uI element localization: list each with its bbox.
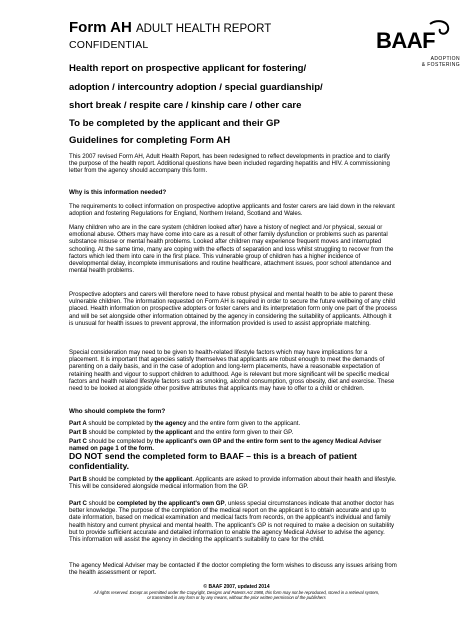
guidelines-title: Guidelines for completing Form AH — [69, 135, 231, 146]
intro-paragraph: This 2007 revised Form AH, Adult Health Report, has been redesigned to reflect developments in practice and to clarify the purpose of the health report. Additional questions have been included regarding hepatitis and HIV. A commissioning letter from the agency should accompany this form. — [69, 153, 390, 175]
partb-bold: the applicant — [154, 476, 193, 483]
why-paragraph-4: Special consideration may need to be given to health-related lifestyle factors which may have implications for a placement. It is important that agencies satisfy themselves that applicants are robust enough to meet the demands of parenting on a daily basis, and in the case of adoption and long-term placements, have a reasonable expectation of retaining health and vigour to support children to adulthood. Age is relevant but more significant will be specific medical factors and health related lifestyle factors such as smoking, alcohol consumption, gross obesity, diet and exercise. These need to be looked at alongside other positive attributes that applicants may have to offer to a child or children. — [69, 349, 395, 393]
part-a-mid: should be completed by — [86, 420, 155, 427]
part-c-paragraph — [69, 500, 397, 543]
part-b-mid: should be completed by — [86, 429, 155, 436]
baaf-logo — [370, 20, 466, 72]
logo-line-2: & FOSTERING — [421, 62, 460, 68]
rights-line-1: All rights reserved. Except as permitted under the Copyright, Designs and Patents Act 1988, this form may not be reproduced, stored in a retrieval system, — [93, 590, 380, 596]
part-c-label: Part C — [69, 438, 87, 445]
closing-paragraph: The agency Medical Adviser may be contacted if the doctor completing the form wishes to discuss any issues arising from the health assessment or report. — [69, 562, 397, 577]
heading-line-3: short break / respite care / kinship care / other care — [69, 100, 302, 111]
heading-line-1: Health report on prospective applicant for fostering/ — [69, 63, 307, 74]
why-paragraph-3: Prospective adopters and carers will therefore need to have robust physical and mental health to be able to parent these vulnerable children. The information requested on Form AH is required in order to secure the future wellbeing of any child placed. Health information on prospective adopters or foster carers and its interpretation form only one part of the process and will be set alongside other information obtained by the agency in considering the suitability of applicants. Although it is unusual for health issues to prevent approval, the information provided is used to assist appropriate matching. — [69, 291, 397, 327]
part-a-bold: the agency — [154, 420, 187, 427]
confidential-label: CONFIDENTIAL — [69, 39, 149, 51]
why-paragraph-2: Many children who are in the care system (children looked after) have a history of neglect and /or physical, sexual or emotional abuse. Others may have come into care as a result of other family dysfunction or problems such as parental substance misuse or mental health problems. Looked after children may experience frequent moves and interrupted schooling. At the same time, many are coping with the effects of separation and loss whilst struggling to recover from the factors which led them into care in the first place. This vulnerable group of children has a higher incidence of developmental delay, incomplete immunisations and routine healthcare, attachment issues, poor school attendance and mental health problems. — [69, 224, 394, 275]
why-paragraph-1: The requirements to collect information on prospective adoptive applicants and foster carers are laid down in the relevant adoption and fostering Regulations for England, Northern Ireland, Scotland and Wales. — [69, 203, 395, 218]
part-a-label: Part A — [69, 420, 87, 427]
who-part-a — [69, 420, 397, 427]
part-c-bold: the applicant's own GP and the entire form sent to the agency Medical Adviser named on page 1 of the form. — [69, 438, 382, 453]
partb-mid: should be completed by — [86, 476, 155, 483]
partb-end: . Applicants are asked to provide information about their health and lifestyle. This will be considered alongside medical information from the GP. — [69, 476, 397, 491]
form-title — [69, 20, 271, 37]
partb-label: Part B — [69, 476, 87, 483]
partc-bold: completed by the applicant's own GP — [116, 500, 225, 507]
part-c-mid: should be completed by — [86, 438, 155, 445]
partc-mid: should be — [86, 500, 117, 507]
who-heading: Who should complete the form? — [69, 408, 166, 415]
why-heading: Why is this information needed? — [69, 189, 167, 196]
form-name: ADULT HEALTH REPORT — [135, 23, 272, 35]
part-a-end: and the entire form given to the applicant. — [186, 420, 301, 427]
partc-label: Part C — [69, 500, 87, 507]
heading-line-4: To be completed by the applicant and their GP — [69, 118, 280, 129]
part-b-end: and the entire form given to their GP. — [192, 429, 294, 436]
confidentiality-warning: DO NOT send the completed form to BAAF – this is a breach of patient confidentiality. — [69, 451, 357, 471]
part-b-label: Part B — [69, 429, 87, 436]
part-b-bold: the applicant — [154, 429, 193, 436]
copyright-line: © BAAF 2007, updated 2014 — [203, 584, 270, 590]
footer — [69, 585, 404, 601]
part-b-paragraph — [69, 476, 397, 490]
form-code: Form AH — [69, 19, 132, 36]
heading-line-2: adoption / intercountry adoption / special guardianship/ — [69, 82, 323, 93]
partc-end: , unless special circumstances indicate that another doctor has better knowledge. The purpose of the completion of the medical report on the applicant is to obtain accurate and up to date information, based on medical examination and medical facts from records, on the applicant's individual and family health history and current physical and mental health. The applicant's GP is not required to make a decision on suitability but to provide sufficient accurate and detailed information to enable the agency Medical Adviser to advise the agency. This information will assist the agency in deciding the applicant's suitability to care for the child. — [69, 500, 395, 544]
logo-word: BAAF — [376, 28, 436, 53]
rights-line-2: or transmitted in any form or by any means, without the prior written permission of the publishers — [147, 595, 326, 601]
who-part-b — [69, 429, 397, 436]
logo-line-1: ADOPTION — [430, 56, 460, 62]
